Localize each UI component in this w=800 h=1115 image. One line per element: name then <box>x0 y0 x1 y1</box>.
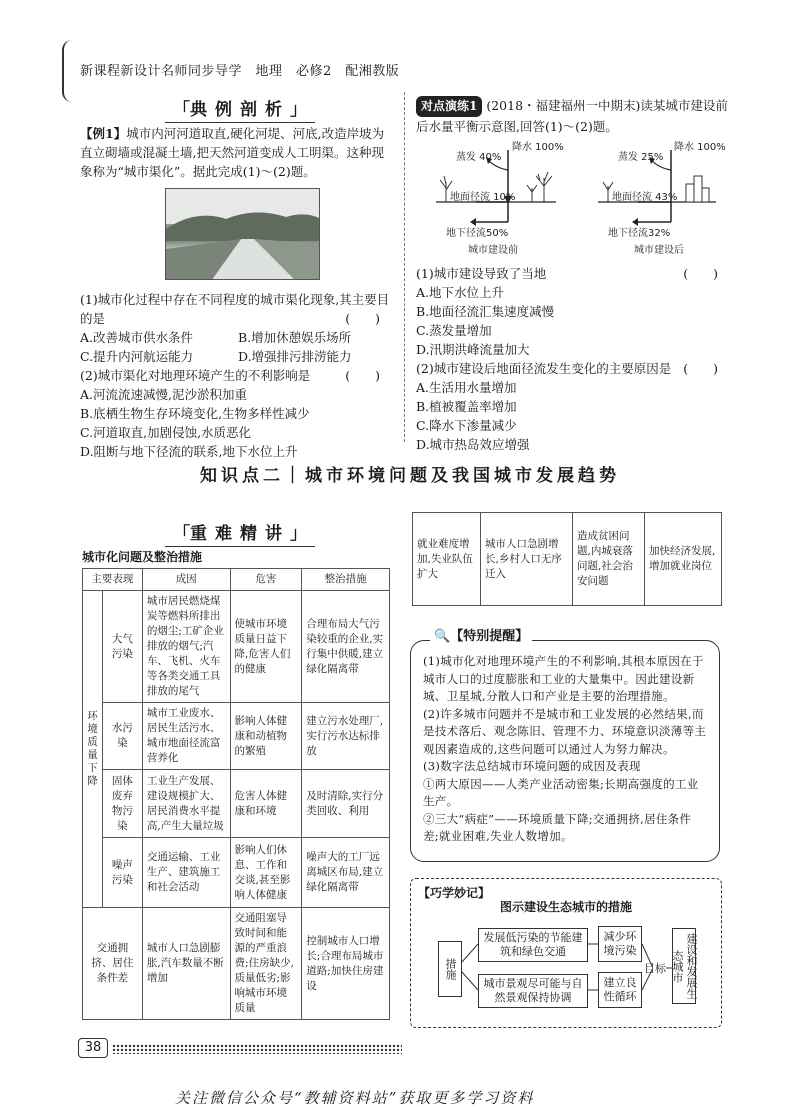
practice-q2-bracket: ( ) <box>683 361 718 376</box>
reminder-line: ②三大“病症”——环境质量下降;交通拥挤,居住条件差;就业困难,失业人数增加。 <box>423 811 692 843</box>
practice-q2-b: B.植被覆盖率增加 <box>416 399 517 414</box>
flow-box-b1: 发展低污染的节能建筑和绿色交通 <box>478 928 588 962</box>
before-rain-label: 降水 100% <box>512 142 564 153</box>
example-q2-b: B.底栖生物生存环境变化,生物多样性减少 <box>80 406 310 421</box>
row-fix: 控制城市人口增长;合理布局城市道路;加快住房建设 <box>302 908 390 1020</box>
water-balance-diagram <box>416 140 728 260</box>
table-title: 城市化问题及整治措施 <box>82 550 203 564</box>
row-harm: 影响人们休息、工作和交谈,甚至影响人体健康 <box>230 838 302 908</box>
column-divider <box>404 92 405 442</box>
row-cause: 城市人口急剧增长,乡村人口无序迁入 <box>481 513 573 606</box>
reminder-line: (2)许多城市问题并不是城市和工业发展的必然结果,而是技术落后、观念陈旧、管理不力、环境意识淡薄等主观因素造成的,这些问题可以通过人为努力解决。 <box>423 706 707 756</box>
practice-q1-bracket: ( ) <box>683 266 718 281</box>
example-q2-c: C.河道取直,加剧侵蚀,水质恶化 <box>80 425 252 440</box>
example-q1-d: D.增强排污排涝能力 <box>238 349 352 364</box>
practice-q1 <box>416 264 728 283</box>
row-fix: 合理布局大气污染较重的企业,实行集中供暖,建立绿化隔离带 <box>302 591 390 703</box>
canal-illustration <box>166 189 320 280</box>
practice-q2-a: A.生活用水量增加 <box>416 380 517 395</box>
row-harm: 造成贫困问题,内城衰落问题,社会治安问题 <box>573 513 645 606</box>
flow-mid-label: 目标 <box>644 962 666 975</box>
special-reminder-label: 【特别提醒】 <box>450 629 529 644</box>
after-surface-label: 地面径流 43% <box>612 192 678 203</box>
example-q1-text: (1)城市化过程中存在不同程度的城市渠化现象,其主要目的是 <box>80 292 390 326</box>
row-harm: 影响人体健康和动植物的繁殖 <box>230 703 302 770</box>
row-name: 就业难度增加,失业队伍扩大 <box>413 513 481 606</box>
table-row <box>83 908 390 1020</box>
practice-q2-text: (2)城市建设后地面径流发生变化的主要原因是 <box>416 361 672 376</box>
footer-note: 关注微信公众号“教辅资料站”获取更多学习资料 <box>175 1089 535 1107</box>
magnifier-icon: 🔍 <box>434 629 451 644</box>
practice-q2-c: C.降水下渗量减少 <box>416 418 517 433</box>
row-name: 交通拥挤、居住条件差 <box>83 908 143 1020</box>
section-title: 知识点二｜城市环境问题及我国城市发展趋势 <box>200 466 620 486</box>
row-name: 噪声污染 <box>102 838 142 908</box>
practice-q1-a: A.地下水位上升 <box>416 285 505 300</box>
memo-title: 【巧学妙记】 <box>418 886 491 900</box>
example-q1-c: C.提升内河航运能力 <box>80 349 194 364</box>
row-harm: 交通阻塞导致时间和能源的严重浪费;住房缺少,质量低劣;影响城市环境质量 <box>230 908 302 1020</box>
special-reminder-box <box>410 640 720 862</box>
banner-example-analysis: 「 典例剖析 」 <box>165 95 315 123</box>
table-row <box>83 838 390 908</box>
example-q1-bracket: ( ) <box>345 311 380 326</box>
page-number-dots <box>112 1044 402 1054</box>
flow-start-box: 措施 <box>438 941 462 997</box>
example-text: 城市内河河道取直,硬化河堤、河底,改造岸坡为直立砌墙或混凝土墙,把天然河道变成人工明渠。这种现象称为“城市渠化”。据此完成(1)～(2)题。 <box>80 126 385 179</box>
row-harm: 危害人体健康和环境 <box>230 770 302 838</box>
page-header: 新课程新设计名师同步导学 地理 必修2 配湘教版 <box>80 64 400 79</box>
row-cause: 城市居民燃烧煤炭等燃料所排出的烟尘;工矿企业排放的烟气;汽车、飞机、火车等各类交通工具排放的尾气 <box>142 591 230 703</box>
example-q2-a: A.河流流速减慢,泥沙淤积加重 <box>80 387 247 402</box>
flow-box-r2: 建立良性循环 <box>598 972 642 1008</box>
row-cause: 交通运输、工业生产、建筑施工和社会活动 <box>142 838 230 908</box>
header-cell: 成因 <box>142 569 230 591</box>
problems-table-continued <box>412 512 722 606</box>
example-q2-bracket: ( ) <box>345 368 380 383</box>
table-header-row <box>83 569 390 591</box>
header-cell: 整治措施 <box>302 569 390 591</box>
canal-photo <box>165 188 320 280</box>
banner-key-points: 「 重难精讲 」 <box>165 519 315 547</box>
reminder-line: (3)数字法总结城市环境问题的成因及表现 <box>423 759 641 773</box>
before-evap-label: 蒸发 40% <box>456 152 502 163</box>
reminder-line: ①两大原因——人类产业活动密集;长期高强度的工业生产。 <box>423 776 699 808</box>
flow-title: 图示建设生态城市的措施 <box>500 900 633 914</box>
row-fix: 建立污水处理厂,实行污水达标排放 <box>302 703 390 770</box>
row-cause: 城市人口急剧膨胀,汽车数量不断增加 <box>142 908 230 1020</box>
practice-q1-text: (1)城市建设导致了当地 <box>416 266 547 281</box>
practice-tag: 对点演练1 <box>416 96 482 117</box>
row-name: 水污染 <box>102 703 142 770</box>
after-evap-label: 蒸发 25% <box>618 152 664 163</box>
row-fix: 噪声大的工厂远离城区布局,建立绿化隔离带 <box>302 838 390 908</box>
practice-1 <box>416 96 728 136</box>
header-bracket <box>62 40 76 102</box>
practice-q1-b: B.地面径流汇集速度减慢 <box>416 304 555 319</box>
before-caption: 城市建设前 <box>468 245 518 256</box>
reminder-line: (1)城市化对地理环境产生的不利影响,其根本原因在于城市人口的过度膨胀和工业的大量集中。因此建设新城、卫星城,分散人口和产业是主要的治理措施。 <box>423 654 704 703</box>
example-q1-b: B.增加休憩娱乐场所 <box>238 330 352 345</box>
example-q2-text: (2)城市渠化对地理环境产生的不利影响是 <box>80 368 311 383</box>
header-cell: 主要表现 <box>83 569 143 591</box>
before-surface-label: 地面径流 10% <box>450 192 516 203</box>
after-ground-label: 地下径流32% <box>608 228 671 239</box>
page-number: 38 <box>78 1038 108 1058</box>
problems-table <box>82 568 390 1020</box>
row-name: 大气污染 <box>102 591 142 703</box>
flow-end-box: 建设和发展生态城市 <box>672 928 696 1004</box>
practice-q2 <box>416 359 728 378</box>
row-fix: 加快经济发展,增加就业岗位 <box>645 513 722 606</box>
after-rain-label: 降水 100% <box>674 142 726 153</box>
example-label: 【例1】 <box>80 126 127 141</box>
practice-q1-c: C.蒸发量增加 <box>416 323 492 338</box>
practice-q1-d: D.汛期洪峰流量加大 <box>416 342 530 357</box>
table-row <box>83 703 390 770</box>
example-q2-d: D.阻断与地下径流的联系,地下水位上升 <box>80 444 298 459</box>
group-label: 环境质量下降 <box>83 591 103 908</box>
header-cell: 危害 <box>230 569 302 591</box>
row-cause: 城市工业废水、居民生活污水、城市地面径流富营养化 <box>142 703 230 770</box>
example-q1-a: A.改善城市供水条件 <box>80 330 194 345</box>
table-row <box>413 513 722 606</box>
practice-intro: (2018・福建福州一中期末)读某城市建设前后水量平衡示意图,回答(1)～(2)题。 <box>416 98 728 134</box>
flow-box-b2: 城市景观尽可能与自然景观保持协调 <box>478 974 588 1008</box>
special-reminder-title <box>430 625 532 644</box>
example-q2 <box>80 366 390 385</box>
after-caption: 城市建设后 <box>634 245 684 256</box>
row-fix: 及时清除,实行分类回收、利用 <box>302 770 390 838</box>
table-row <box>83 591 390 703</box>
table-row <box>83 770 390 838</box>
example-1 <box>80 124 390 181</box>
row-harm: 使城市环境质量日益下降,危害人们的健康 <box>230 591 302 703</box>
before-ground-label: 地下径流50% <box>446 228 509 239</box>
row-name: 固体废弃物污染 <box>102 770 142 838</box>
example-q1 <box>80 290 390 328</box>
practice-q2-d: D.城市热岛效应增强 <box>416 437 530 452</box>
row-cause: 工业生产发展、建设规模扩大、居民消费水平提高,产生大量垃圾 <box>142 770 230 838</box>
flow-box-r1: 减少环境污染 <box>598 926 642 962</box>
